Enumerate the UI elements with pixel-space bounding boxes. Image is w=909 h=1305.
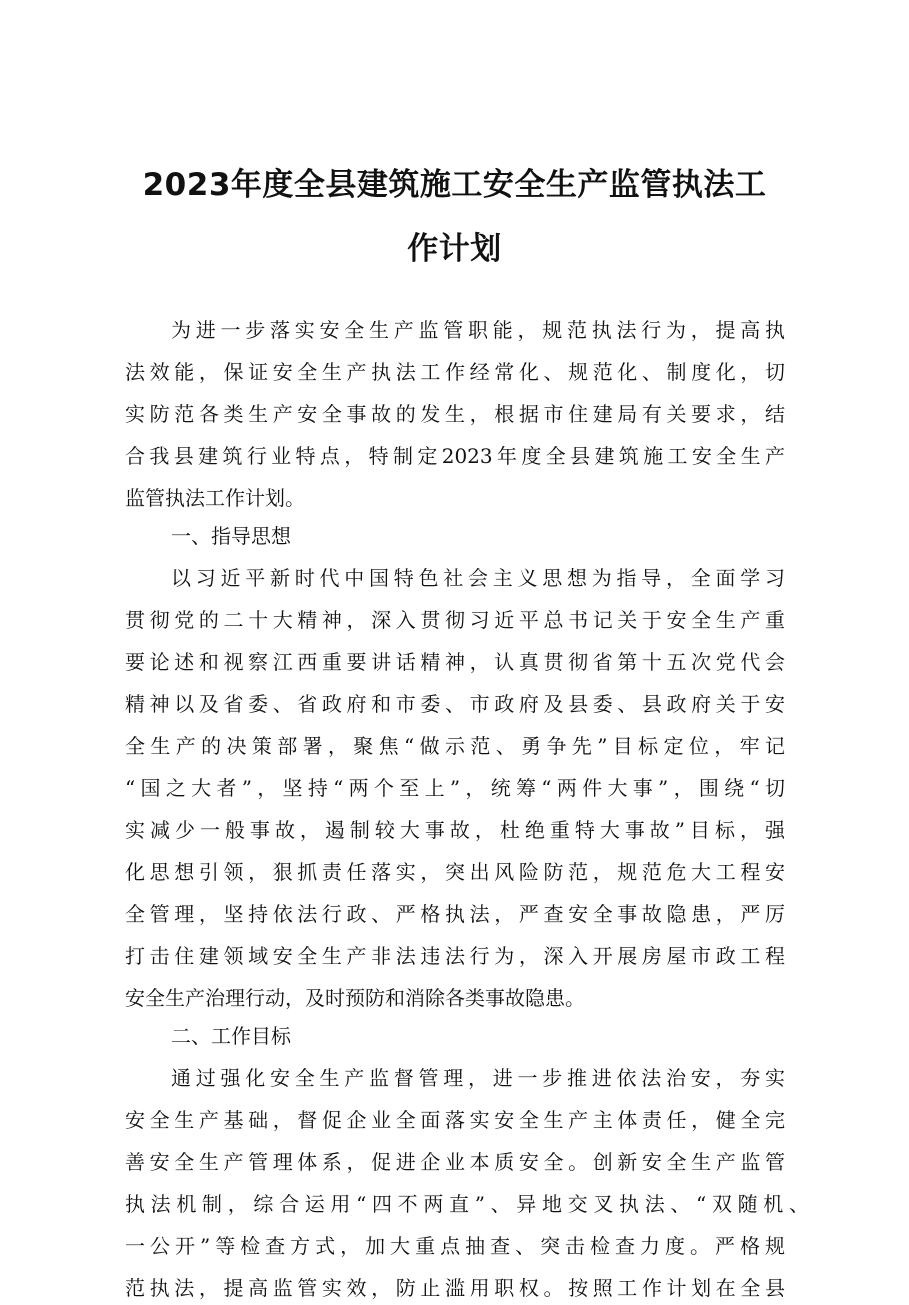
body-line: 安全生产基础，督促企业全面落实安全生产主体责任，健全完 bbox=[125, 1108, 785, 1132]
body-line: 为进一步落实安全生产监管职能，规范执法行为，提高执 bbox=[171, 318, 785, 342]
body-line: 化思想引领，狠抓责任落实，突出风险防范，规范危大工程安 bbox=[125, 860, 785, 884]
body-line: 一公开”等检查方式，加大重点抽查、突击检查力度。严格规 bbox=[125, 1234, 785, 1258]
document-title-line-1: 2023年度全县建筑施工安全生产监管执法工 bbox=[142, 167, 767, 203]
body-line: 实防范各类生产安全事故的发生，根据市住建局有关要求，结 bbox=[125, 402, 785, 426]
body-line: 监管执法工作计划。 bbox=[125, 486, 305, 510]
section-heading-guiding-ideology: 一、指导思想 bbox=[171, 524, 291, 548]
body-line: 全管理，坚持依法行政、严格执法，严查安全事故隐患，严厉 bbox=[125, 902, 785, 926]
body-line: 以习近平新时代中国特色社会主义思想为指导，全面学习 bbox=[171, 566, 785, 590]
body-line: 精神以及省委、省政府和市委、市政府及县委、县政府关于安 bbox=[125, 692, 785, 716]
body-line: 善安全生产管理体系，促进企业本质安全。创新安全生产监管 bbox=[125, 1150, 785, 1174]
body-line: 通过强化安全生产监督管理，进一步推进依法治安，夯实 bbox=[171, 1066, 785, 1090]
body-line: 要论述和视察江西重要讲话精神，认真贯彻省第十五次党代会 bbox=[125, 650, 785, 674]
body-line: 合我县建筑行业特点，特制定2023年度全县建筑施工安全生产 bbox=[125, 444, 785, 468]
body-line: 全生产的决策部署，聚焦“做示范、勇争先”目标定位，牢记 bbox=[125, 734, 785, 758]
section-heading-work-goals: 二、工作目标 bbox=[171, 1024, 291, 1048]
body-line: 实减少一般事故，遏制较大事故，杜绝重特大事故”目标，强 bbox=[125, 818, 785, 842]
document-title-line-2: 作计划 bbox=[407, 231, 502, 267]
body-line: 安全生产治理行动，及时预防和消除各类事故隐患。 bbox=[125, 986, 585, 1010]
body-line: 打击住建领域安全生产非法违法行为，深入开展房屋市政工程 bbox=[125, 944, 785, 968]
body-line: 法效能，保证安全生产执法工作经常化、规范化、制度化，切 bbox=[125, 360, 785, 384]
body-line: 执法机制，综合运用“四不两直”、异地交叉执法、“双随机、 bbox=[125, 1192, 809, 1216]
body-line: 范执法，提高监管实效，防止滥用职权。按照工作计划在全县 bbox=[125, 1276, 785, 1300]
body-line: “国之大者”，坚持“两个至上”，统筹“两件大事”，围绕“切 bbox=[125, 776, 785, 800]
body-line: 贯彻党的二十大精神，深入贯彻习近平总书记关于安全生产重 bbox=[125, 608, 785, 632]
